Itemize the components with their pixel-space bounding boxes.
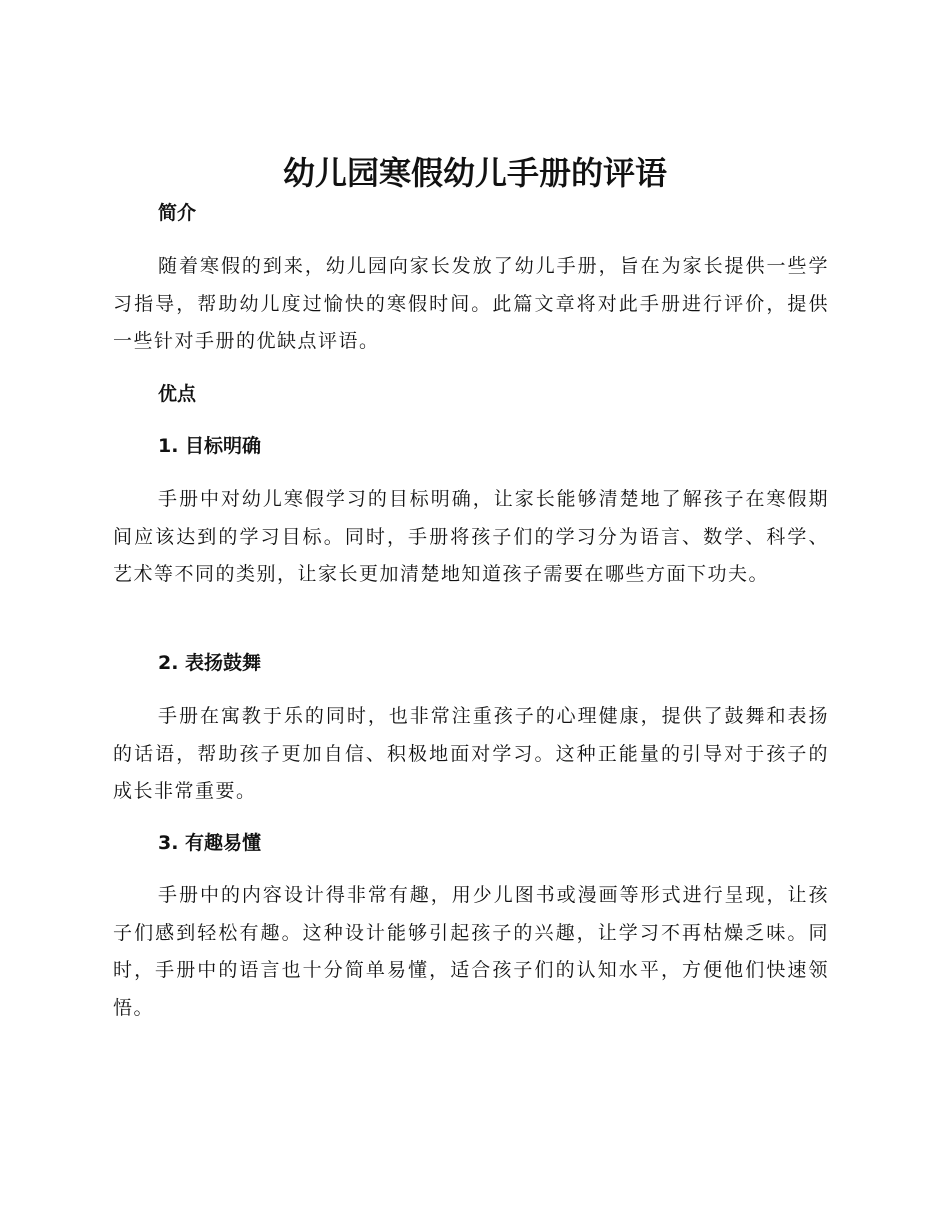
section-paragraph-encouragement: 手册在寓教于乐的同时，也非常注重孩子的心理健康，提供了鼓舞和表扬的话语，帮助孩子更加自信、积极地面对学习。这种正能量的引导对于孩子的成长非常重要。 xyxy=(113,705,829,802)
section-heading-encouragement: 2. 表扬鼓舞 xyxy=(158,652,262,674)
section-heading-clear-goals: 1. 目标明确 xyxy=(158,435,262,457)
document-title: 幼儿园寒假幼儿手册的评语 xyxy=(282,154,667,192)
section-heading-advantages: 优点 xyxy=(158,383,197,405)
section-heading-intro: 简介 xyxy=(158,202,197,224)
section-paragraph-clear-goals: 手册中对幼儿寒假学习的目标明确，让家长能够清楚地了解孩子在寒假期间应该达到的学习目标。同时，手册将孩子们的学习分为语言、数学、科学、艺术等不同的类别，让家长更加清楚地知道孩子需要在哪些方面下功夫。 xyxy=(113,488,829,585)
section-paragraph-intro: 随着寒假的到来，幼儿园向家长发放了幼儿手册，旨在为家长提供一些学习指导，帮助幼儿度过愉快的寒假时间。此篇文章将对此手册进行评价，提供一些针对手册的优缺点评语。 xyxy=(113,255,829,352)
section-heading-fun-easy: 3. 有趣易懂 xyxy=(158,832,262,854)
section-paragraph-fun-easy: 手册中的内容设计得非常有趣，用少儿图书或漫画等形式进行呈现，让孩子们感到轻松有趣。这种设计能够引起孩子的兴趣，让学习不再枯燥乏味。同时，手册中的语言也十分简单易懂，适合孩子们的认知水平，方便他们快速领悟。 xyxy=(113,884,829,1019)
